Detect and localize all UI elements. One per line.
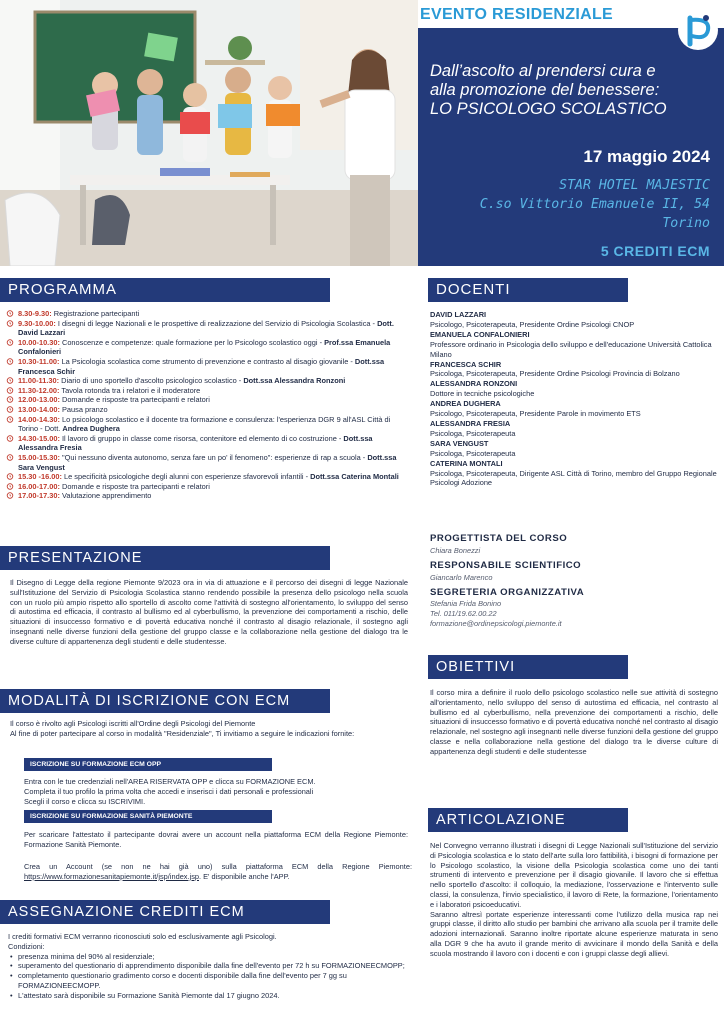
programma-docente: Dott.ssa Alessandra Fresia: [18, 433, 373, 453]
programma-desc: Lo psicologo scolastico e il docente tra formazione e consulenza: l'esperienza DGR 9 all'ASL Città di Torino - Dott.: [18, 414, 391, 434]
programma-heading: PROGRAMMA: [0, 278, 330, 302]
programma-item: [6, 338, 408, 357]
programma-item: [6, 405, 408, 415]
iscrizione-heading: MODALITÀ DI ISCRIZIONE CON ECM: [0, 689, 330, 713]
docente-role: Psicologo, Psicoterapeuta, Presidente Parole in movimento ETS: [430, 409, 641, 419]
docente-role: Dottore in tecniche psicologiche: [430, 389, 535, 399]
programma-item-text: [18, 415, 408, 434]
account-suffix: . E' disponibile anche l'APP.: [199, 871, 290, 881]
programma-item-text: [18, 357, 408, 376]
programma-time: 12.00-13.00:: [18, 395, 60, 405]
clock-icon: [6, 435, 14, 442]
clock-icon: [6, 339, 14, 346]
programma-docente: Dott.ssa Caterina Montali: [310, 472, 399, 482]
programma-docente: Andrea Dughera: [62, 424, 120, 434]
programma-item-text: [18, 405, 108, 415]
programma-item: [6, 376, 408, 386]
docente-role: Psicologa, Psicoterapeuta: [430, 428, 516, 438]
programma-item: [6, 482, 408, 492]
presentazione-text: Il Disegno di Legge della regione Piemonte 9/2023 ora in via di attuazione e il percorso dei disegni di legge Nazionale sull'Istituzione del Servizio di Psicologia Scolastica stanno rendendo possibile la presenza dello psicologo nella scuola con un ruolo più ampio rispetto allo sportello di ascolto come l'attività di sostegno all'orientamento, lo sviluppo del senso di autostima ed efficacia, il contrasto al bullismo ed al cyberbullismo, la prevenzione dei comportamenti a rischio, delle situazioni di insuccesso formativo e di povertà educativa nonché il contrasto al disagio relazionale, il sostegno agli insegnanti nelle diverse funzioni della gestione del gruppo classe e la collaborazione nella gestione del dialogo tra le diverse culture di appartenenza degli studenti e delle studentesse.: [10, 578, 408, 646]
programma-item-text: [18, 309, 139, 319]
ecm-credits: 5 CREDITI ECM: [600, 243, 710, 259]
programma-desc: Conoscenze e competenze: quale formazione per lo Psicologo scolastico oggi -: [59, 337, 325, 347]
responsabile-name: Giancarlo Marenco: [430, 573, 493, 582]
responsabile-label: RESPONSABILE SCIENTIFICO: [430, 560, 582, 571]
crediti-block: [8, 932, 408, 1001]
programma-time: 8.30-9.30:: [18, 309, 52, 318]
programma-item-text: [18, 376, 345, 386]
opp-subheading: ISCRIZIONE SU FORMAZIONE ECM OPP: [24, 758, 272, 771]
programma-list: [6, 309, 408, 501]
obiettivi-text: Il corso mira a definire il ruolo dello psicologo scolastico nelle sue attività di sostegno all'orientamento, nello sviluppo del senso di autostima ed efficacia, nel contrasto al bullismo ed al cyberbullismo, nella prevenzione dei comportamenti a rischio, delle situazioni di insuccesso formativo e di povertà educativa nonché nel contrasto al disagio relazionale, nel sostegno agli insegnanti nelle diverse funzioni della gestione del gruppo classe e nella collaborazione nella gestione del dialogo tra le diverse culture di appartenenza degli studenti e delle studentesse: [430, 688, 718, 756]
programma-desc: Registrazione partecipanti: [51, 309, 140, 318]
docente-name: CATERINA MONTALI: [430, 458, 503, 468]
articolazione-paragraph: Saranno altresì portate esperienze interessanti come l'utilizzo della musica rap nei gruppi classe, il diritto allo studio per bambini che arrivano alla scuola per il tramite delle adozioni internazionali. Saranno inoltre riportate alcune esperienze maturata in seno alla DGR 9 che ha avuto il grande merito di avvicinare il mondo della Sanità e della scuola mostrando il lavoro con i docenti e con i gruppi classe degli allievi.: [430, 909, 718, 958]
clock-icon: [6, 396, 14, 403]
programma-item-text: [18, 338, 408, 357]
clock-icon: [6, 377, 14, 384]
crediti-conditions: [8, 952, 408, 1001]
account-prefix: Crea un Account (se non ne hai già uno) sulla piattaforma ECM della Regione Piemonte:: [24, 862, 412, 871]
condition-item: • L'attestato sarà disponibile su Formazione Sanità Piemonte dal 17 giugno 2024.: [8, 991, 408, 1001]
presentazione-heading: PRESENTAZIONE: [0, 546, 330, 570]
programma-time: 14.30-15.00:: [18, 433, 60, 443]
venue-line: Torino: [662, 216, 710, 231]
programma-desc: Domande e risposte tra partecipanti e relatori: [59, 395, 210, 405]
event-date: 17 maggio 2024: [583, 147, 710, 166]
programma-time: 13.00-14.00:: [18, 404, 60, 414]
programma-item: [6, 309, 408, 319]
programma-docente: Dott.ssa Alessandra Ronzoni: [243, 376, 346, 386]
programma-desc: Il lavoro di gruppo in classe come risorsa, contenitore ed elemento di co costruzione -: [59, 433, 344, 443]
condition-item: • completamento questionario gradimento corso e docenti disponibile dalla fine dell'evento per 7 gg su FORMAZIONEECMOPP.: [8, 971, 408, 991]
iscrizione-intro: Il corso è rivolto agli Psicologi iscritti all'Ordine degli Psicologi del Piemonte Al fine di poter partecipare al corso in modalità "Residenziale", Ti invitiamo a seguire le indicazioni fornite:: [10, 719, 355, 738]
progettista-name: Chiara Bonezzi: [430, 546, 481, 555]
account-text: [24, 862, 412, 882]
docente-name: ALESSANDRA FRESIA: [430, 418, 511, 428]
programma-item-text: [18, 386, 200, 396]
clock-icon: [6, 310, 14, 317]
programma-time: 16.00-17.00:: [18, 481, 60, 491]
docente-name: FRANCESCA SCHIR: [430, 359, 502, 369]
programma-docente: Dott.ssa Francesca Schir: [18, 356, 385, 376]
docenti-list: [430, 310, 720, 488]
clock-icon: [6, 454, 14, 461]
programma-desc: Domande e risposte tra partecipanti e relatori: [59, 481, 210, 491]
articolazione-heading: ARTICOLAZIONE: [428, 808, 628, 832]
docente-name: DAVID LAZZARI: [430, 310, 487, 319]
clock-icon: [6, 320, 14, 327]
clock-icon: [6, 406, 14, 413]
programma-desc: Valutazione apprendimento: [59, 491, 152, 501]
programma-time: 11.30-12.00:: [18, 385, 60, 395]
programma-item-text: [18, 482, 210, 492]
programma-time: 15.30 -16.00:: [18, 472, 62, 482]
segreteria-email[interactable]: formazione@ordinepsicologi.piemonte.it: [430, 619, 562, 628]
programma-time: 15.00-15.30:: [18, 452, 60, 462]
ordine-psicologi-logo: [676, 8, 720, 52]
venue-line: C.so Vittorio Emanuele II, 54: [479, 197, 710, 212]
crediti-intro: I crediti formativi ECM verranno riconosciuti solo ed esclusivamente agli Psicologi.: [8, 932, 277, 941]
programma-item: [6, 434, 408, 453]
docente-role: Psicologa, Psicoterapeuta, Presidente Ordine Psicologi Provincia di Bolzano: [430, 369, 680, 379]
obiettivi-heading: OBIETTIVI: [428, 655, 628, 679]
clock-icon: [6, 416, 14, 423]
clock-icon: [6, 492, 14, 499]
programma-time: 11.00-11.30:: [18, 376, 60, 386]
programma-desc: "Qui nessuno diventa autonomo, senza fare un po' il fenomeno": esperienze di rap a scuola -: [59, 452, 368, 462]
docenti-heading: DOCENTI: [428, 278, 628, 302]
programma-time: 9.30-10.00:: [18, 318, 56, 328]
programma-docente: Prof.ssa Emanuela Confalonieri: [18, 337, 391, 357]
docente-name: ANDREA DUGHERA: [430, 399, 501, 409]
segreteria-name: Stefania Frida Bonino: [430, 599, 502, 608]
segreteria-label: SEGRETERIA ORGANIZZATIVA: [430, 587, 585, 598]
docente-name: SARA VENGUST: [430, 438, 489, 448]
docente-role: Professore ordinario in Psicologia dello sviluppo e dell'educazione Università Cattolica Milano: [430, 339, 712, 359]
programma-desc: Le specificità psicologiche degli alunni con esperienze sfavorevoli infantili -: [61, 472, 311, 482]
crediti-heading: ASSEGNAZIONE CREDITI ECM: [0, 900, 330, 924]
segreteria-tel: Tel. 011/19.62.00.22: [430, 609, 497, 618]
programma-item-text: [18, 453, 408, 472]
clock-icon: [6, 358, 14, 365]
programma-desc: Pausa pranzo: [59, 404, 108, 414]
programma-time: 10.00-10.30:: [18, 337, 60, 347]
clock-icon: [6, 483, 14, 490]
docente-role: Psicologo, Psicoterapeuta, Presidente Ordine Psicologi CNOP: [430, 319, 635, 329]
programma-docente: Dott.ssa Sara Vengust: [18, 452, 397, 472]
articolazione-text: [430, 841, 718, 959]
opp-text: Entra con le tue credenziali nell'AREA RISERVATA OPP e clicca su FORMAZIONE ECM. Completa il tuo profilo la prima volta che accedi e inserisci i dati personali e professionali Scegli il corso e clicca su ISCRIVIMI.: [24, 777, 316, 806]
programma-desc: Tavola rotonda tra i relatori e il moderatore: [59, 385, 201, 395]
programma-item-text: [18, 395, 210, 405]
clock-icon: [6, 387, 14, 394]
programma-item-text: [18, 319, 408, 338]
condition-item: • superamento del questionario di apprendimento disponibile dalla fine dell'evento per 72 h su FORMAZIONEECMOPP;: [8, 961, 408, 971]
venue-line: STAR HOTEL MAJESTIC: [559, 178, 710, 193]
docente-role: Psicologa, Psicoterapeuta: [430, 448, 516, 458]
programma-desc: La Psicologia scolastica come strumento di prevenzione e contrasto al disagio giovanile -: [59, 356, 355, 366]
programma-item: [6, 472, 408, 482]
docente-role: Psicologa, Psicoterapeuta, Dirigente ASL Città di Torino, membro del Gruppo Regionale Psicologi Adozione: [430, 468, 717, 488]
programma-time: 14.00-14.30:: [18, 414, 60, 424]
programma-item: [6, 357, 408, 376]
programma-item-text: [18, 472, 399, 482]
programma-desc: Diario di uno sportello d'ascolto psicologico scolastico -: [59, 376, 244, 386]
programma-item: [6, 491, 408, 501]
event-venue: [480, 176, 710, 233]
programma-item: [6, 453, 408, 472]
docente-name: EMANUELA CONFALONIERI: [430, 329, 530, 339]
classroom-illustration: [0, 0, 418, 266]
clock-icon: [6, 473, 14, 480]
programma-docente: Dott. David Lazzari: [18, 318, 394, 338]
docente-name: ALESSANDRA RONZONI: [430, 379, 518, 389]
event-type-label: EVENTO RESIDENZIALE: [420, 6, 613, 23]
programma-item: [6, 386, 408, 396]
classroom-photo: [0, 0, 418, 266]
programma-item-text: [18, 434, 408, 453]
sanita-subheading: ISCRIZIONE SU FORMAZIONE SANITÀ PIEMONTE: [24, 810, 272, 823]
programma-item: [6, 395, 408, 405]
progettista-label: PROGETTISTA DEL CORSO: [430, 533, 568, 544]
programma-time: 10.30-11.00:: [18, 356, 60, 366]
formazione-sanita-link[interactable]: https://www.formazionesanitapiemonte.it/jsp/index.jsp: [24, 871, 199, 881]
sanita-text: Per scaricare l'attestato il partecipante dovrai avere un account nella piattaforma ECM della Regione Piemonte: Formazione Sanità Piemonte.: [24, 830, 408, 849]
crediti-conditions-label: Condizioni:: [8, 941, 45, 951]
programma-item: [6, 319, 408, 338]
articolazione-paragraph: Nel Convegno verranno illustrati i disegni di Legge Nazionali sull'Istituzione del servizio di Psicologia scolastica e lo stato dell'arte sulla loro fattibilità, i bisogni di formazione per lo Psicologo scolastico, la visione della Psicologia scolastica come uno dei tanti strumenti di intervento e prevenzione per il disagio giovanile. Il lavoro che si effettua nello sportello d'ascolto: il colloquio, la mediazione, l'osservazione e l'intervento sulle classi, la consulenza, l'invio specialistico, il lavoro di Rete, la formazione, l'orientamento e i laboratori psicoeducativi.: [430, 841, 718, 909]
programma-desc: I disegni di legge Nazionali e le prospettive di realizzazione del Servizio di Psicologia Scolastica -: [55, 318, 378, 328]
event-title: Dall’ascolto al prendersi cura e alla promozione del benessere: LO PSICOLOGO SCOLASTICO: [430, 62, 667, 118]
condition-item: • presenza minima del 90% al residenziale;: [8, 952, 408, 962]
programma-item-text: [18, 491, 151, 501]
programma-time: 17.00-17.30:: [18, 491, 60, 501]
programma-item: [6, 415, 408, 434]
